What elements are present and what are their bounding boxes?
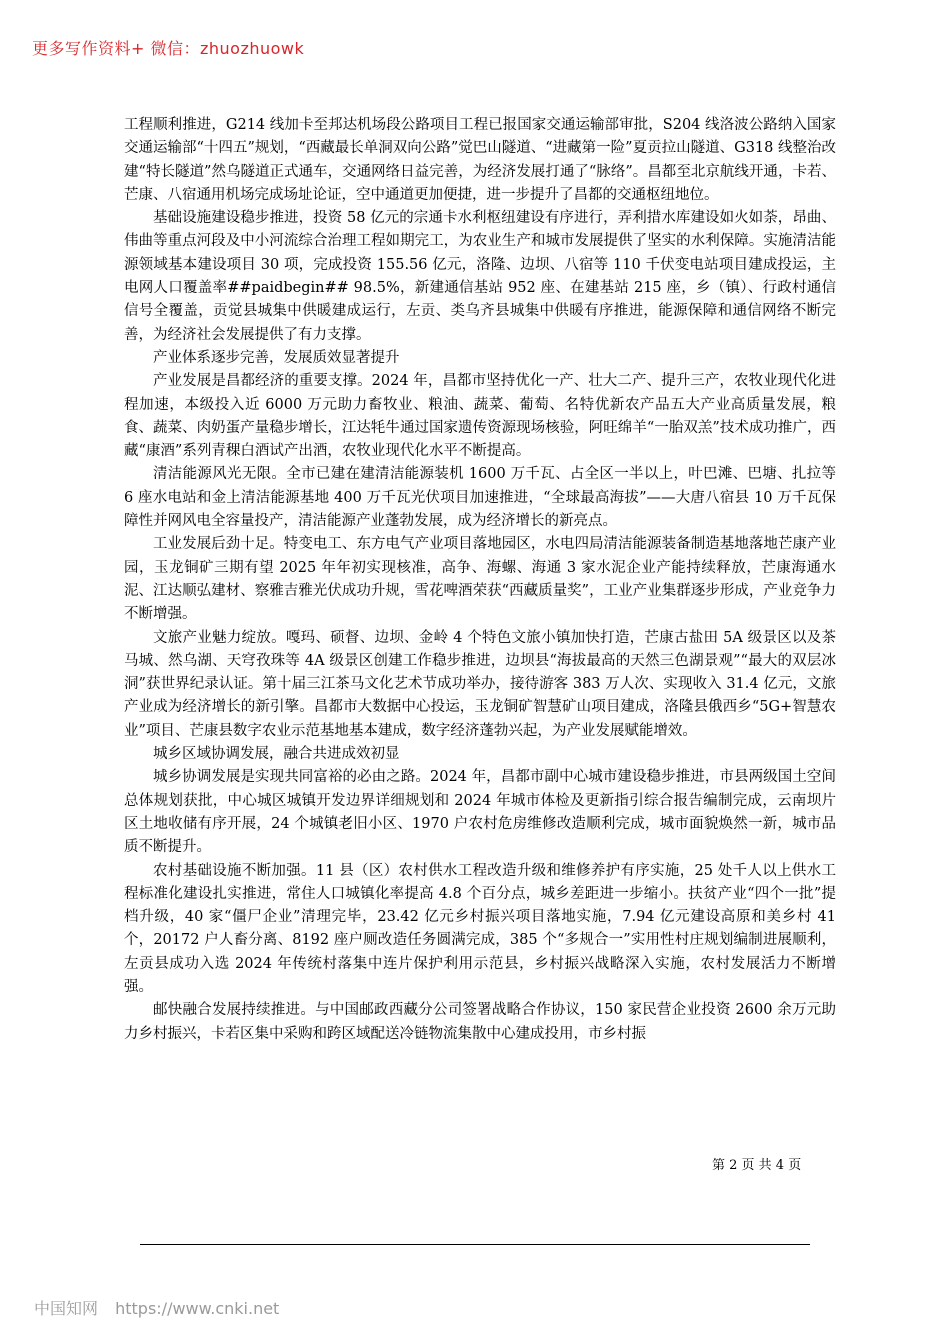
- paragraph-postal-logistics: 邮快融合发展持续推进。与中国邮政西藏分公司签署战略合作协议，150 家民营企业投资 2600 余万元助力乡村振兴，卡若区集中采购和跨区域配送冷链物流集散中心建成投用，市乡村振: [124, 1002, 836, 1042]
- source-url[interactable]: https://www.cnki.net: [115, 1299, 280, 1318]
- paragraph-tourism: 文旅产业魅力绽放。嘎玛、硕督、边坝、金岭 4 个特色文旅小镇加快打造，芒康古盐田 5A 级景区以及茶马城、然乌湖、天穹孜珠等 4A 级景区创建工作稳步推进，边坝县“海拔最高的天然三色湖景观”“最大的双层冰洞”获世界纪录认证。第十届三江茶马文化艺术节成功举办，接待游客 383 万人次、实现收入 31.4 亿元，文旅产业成为经济增长的新引擎。昌都市大数据中心投运，玉龙铜矿智慧矿山项目建成，洛隆县俄西乡“5G+智慧农业”项目、芒康县数字农业示范基地基本建成，数字经济蓬勃兴起，为产业发展赋能增效。: [124, 629, 836, 739]
- footer-divider: [140, 1244, 810, 1245]
- page-number: 第 2 页 共 4 页: [712, 1158, 802, 1173]
- paragraph-rural-infrastructure: 农村基础设施不断加强。11 县（区）农村供水工程改造升级和维修养护有序实施，25 处千人以上供水工程标准化建设扎实推进，常住人口城镇化率提高 4.8 个百分点，城乡差距进一步缩小。扶贫产业“四个一批”提档升级，40 家“僵尸企业”清理完毕，23.42 亿元乡村振兴项目落地实施，7.94 亿元建设高原和美乡村 41 个，20172 户人畜分离、8192 座户厕改造任务圆满完成，385 个“多规合一”实用性村庄规划编制进展顺利，左贡县成功入选 2024 年传统村落集中连片保护利用示范县，乡村振兴战略深入实施，农村发展活力不断增强。: [124, 862, 836, 995]
- promo-watermark: 更多写作资料+ 微信：zhuozhuowk: [32, 39, 305, 58]
- document-body: [124, 114, 836, 1046]
- paragraph-manufacturing: 工业发展后劲十足。特变电工、东方电气产业项目落地园区，水电四局清洁能源装备制造基地落地芒康产业园，玉龙铜矿三期有望 2025 年年初实现核准，高争、海螺、海通 3 家水泥企业产能持续释放，芒康海通水泥、江达顺弘建材、察雅吉雅光伏成功升规，雪花啤酒荣获“西藏质量奖”，工业产业集群逐步形成，产业竞争力不断增强。: [124, 536, 836, 623]
- paragraph-urban-rural: 城乡协调发展是实现共同富裕的必由之路。2024 年，昌都市副中心城市建设稳步推进，市县两级国土空间总体规划获批，中心城区城镇开发边界详细规划和 2024 年城市体检及更新指引综合报告编制完成，云南坝片区土地收储有序开展，24 个城镇老旧小区、1970 户农村危房维修改造顺利完成，城市面貌焕然一新，城市品质不断提升。: [124, 769, 836, 856]
- section-heading-industry: 产业体系逐步完善，发展质效显著提升: [153, 349, 400, 366]
- paragraph-industry: 产业发展是昌都经济的重要支撑。2024 年，昌都市坚持优化一产、壮大二产、提升三产，农牧业现代化进程加速，本级投入近 6000 万元助力畜牧业、粮油、蔬菜、葡萄、名特优新农产品五大产业高质量发展，粮食、蔬菜、肉奶蛋产量稳步增长，江达牦牛通过国家遗传资源现场核验，阿旺绵羊“一胎双羔”技术成功推广，西藏“康酒”系列青稞白酒试产出酒，农牧业现代化水平不断提高。: [124, 373, 836, 460]
- paragraph-infrastructure: 基础设施建设稳步推进，投资 58 亿元的宗通卡水利枢纽建设有序进行，弄利措水库建设如火如荼，昂曲、伟曲等重点河段及中小河流综合治理工程如期完工，为农业生产和城市发展提供了坚实的水利保障。实施清洁能源领域基本建设项目 30 项，完成投资 155.56 亿元，洛隆、边坝、八宿等 110 千伏变电站项目建成投运，主电网人口覆盖率##paidbegin## 98.5%，新建通信基站 952 座、在建基站 215 座，乡（镇）、行政村通信信号全覆盖，贡觉县城集中供暖建成运行，左贡、类乌齐县城集中供暖有序推进，能源保障和通信网络不断完善，为经济社会发展提供了有力支撑。: [124, 210, 836, 343]
- section-heading-urban-rural: 城乡区域协调发展，融合共进成效初显: [153, 746, 400, 763]
- paragraph-clean-energy: 清洁能源风光无限。全市已建在建清洁能源装机 1600 万千瓦、占全区一半以上，叶巴滩、巴塘、扎拉等 6 座水电站和金上清洁能源基地 400 万千瓦光伏项目加速推进，“全球最高海拔”——大唐八宿县 10 万千瓦保障性并网风电全容量投产，清洁能源产业蓬勃发展，成为经济增长的新亮点。: [124, 466, 836, 530]
- paragraph-transport: 工程顺利推进，G214 线加卡至邦达机场段公路项目工程已报国家交通运输部审批，S204 线洛波公路纳入国家交通运输部“十四五”规划，“西藏最长单洞双向公路”觉巴山隧道、“进藏第一险”夏贡拉山隧道、G318 线整治改建“特长隧道”然乌隧道正式通车，交通网络日益完善，为经济发展打通了“脉络”。昌都至北京航线开通，卡若、芒康、八宿通用机场完成场址论证，空中通道更加便捷，进一步提升了昌都的交通枢纽地位。: [124, 117, 836, 203]
- source-attribution: [34, 1296, 279, 1319]
- source-brand: 中国知网: [34, 1299, 99, 1318]
